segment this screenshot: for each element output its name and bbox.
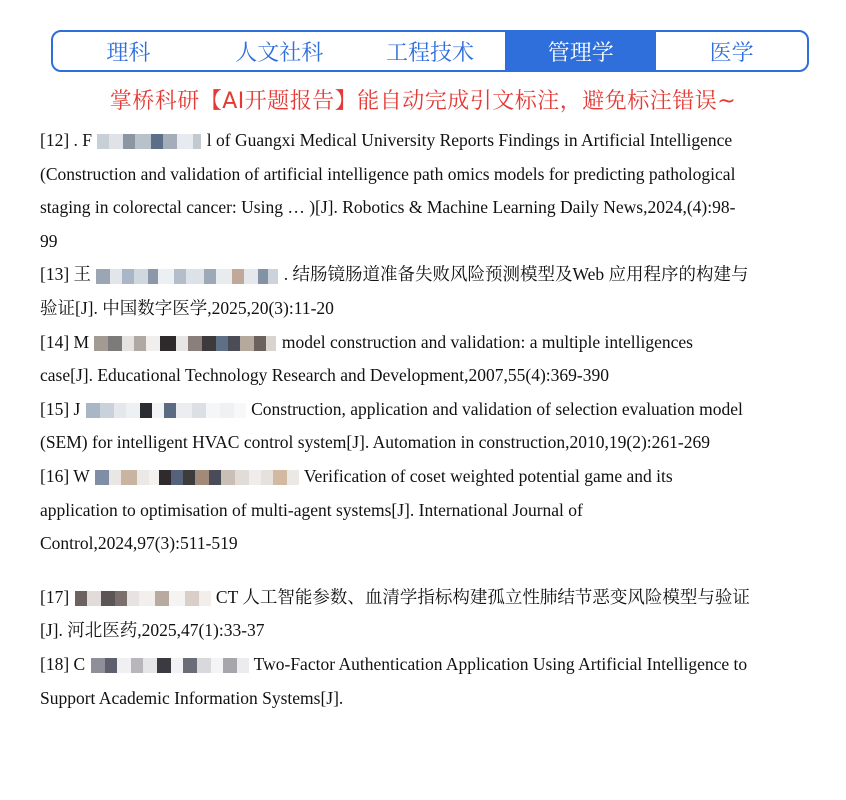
tab-management[interactable]: 管理学	[505, 32, 656, 70]
reference-item	[40, 326, 750, 393]
reference-number: [13] 王	[40, 264, 92, 285]
subject-tab-bar	[51, 30, 809, 72]
reference-item	[40, 460, 750, 561]
pixelated-redaction	[95, 470, 299, 485]
reference-number: [18] C	[40, 653, 86, 674]
reference-text: Construction, application and validation of selection evaluation model (SEM) for intelligent HVAC control system[J]. Automation in construction,2010,19(2):261-269	[40, 398, 743, 453]
pixelated-redaction	[97, 134, 201, 149]
reference-number: [15] J	[40, 398, 81, 419]
reference-item	[40, 648, 750, 715]
pixelated-redaction	[91, 658, 249, 673]
reference-number: [14] M	[40, 331, 90, 352]
reference-text: . 结肠镜肠道准备失败风险预测模型及Web 应用程序的构建与验证[J]. 中国数字医学,2025,20(3):11-20	[40, 264, 749, 318]
reference-text: l of Guangxi Medical University Reports Findings in Artificial Intelligence (Construction and validation of artificial intelligence path omics models for predicting pathological staging in colorectal cancer: Using … )[J]. Robotics & Machine Learning Daily News,2024,(4):98-99	[40, 130, 736, 251]
pixelated-redaction	[86, 403, 246, 418]
pixelated-redaction	[96, 269, 278, 284]
reference-text: Verification of coset weighted potential game and its application to optimisation of multi-agent systems[J]. International Journal of Control,2024,97(3):511-519	[40, 465, 673, 554]
reference-item	[40, 124, 750, 258]
reference-list	[40, 124, 750, 715]
tab-science[interactable]: 理科	[106, 40, 151, 66]
reference-number: [12] . F	[40, 130, 93, 150]
reference-item	[40, 581, 750, 648]
reference-item	[40, 258, 750, 325]
reference-text: Two-Factor Authentication Application Using Artificial Intelligence to Support Academic Information Systems[J].	[40, 653, 748, 708]
promo-banner: 掌桥科研【AI开题报告】能自动完成引文标注，避免标注错误~	[109, 89, 737, 114]
reference-text: CT 人工智能参数、血清学指标构建孤立性肺结节恶变风险模型与验证[J]. 河北医药,2025,47(1):33-37	[40, 586, 750, 641]
reference-text: model construction and validation: a multiple intelligences case[J]. Educational Technology Research and Development,2007,55(4):369-390	[40, 331, 693, 386]
tab-medicine[interactable]: 医学	[709, 40, 754, 66]
tab-engineering[interactable]: 工程技术	[385, 40, 474, 66]
reference-item	[40, 393, 750, 460]
reference-number: [17]	[40, 586, 70, 607]
tab-humanities[interactable]: 人文社科	[235, 40, 324, 66]
pixelated-redaction	[75, 591, 211, 606]
pixelated-redaction	[94, 336, 276, 351]
reference-number: [16] W	[40, 465, 90, 486]
